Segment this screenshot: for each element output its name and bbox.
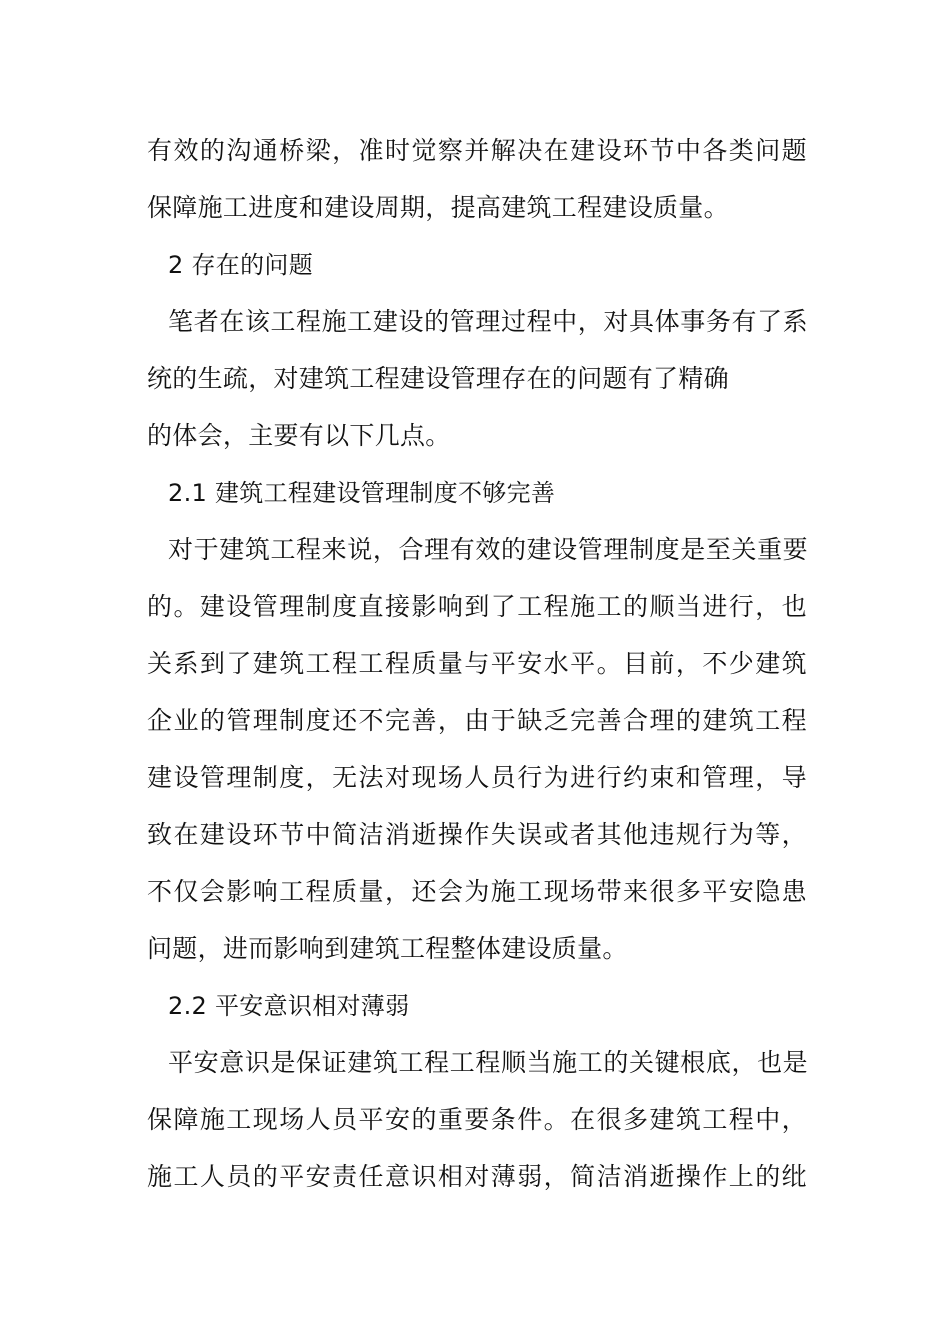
subsection-heading: 2.2 平安意识相对薄弱 (168, 992, 410, 1020)
body-text-line: 的体会，主要有以下几点。 (147, 421, 451, 450)
body-text-line: 致在建设环节中简洁消逝操作失误或者其他违规行为等， (147, 820, 807, 849)
body-text-line: 笔者在该工程施工建设的管理过程中，对具体事务有了系 (168, 307, 808, 336)
body-text-line: 统的生疏，对建筑工程建设管理存在的问题有了精确 (147, 364, 729, 393)
body-text-line: 不仅会影响工程质量，还会为施工现场带来很多平安隐患 (147, 877, 807, 906)
body-text-line: 平安意识是保证建筑工程工程顺当施工的关键根底，也是 (168, 1048, 808, 1077)
body-text-line: 的。建设管理制度直接影响到了工程施工的顺当进行，也 (147, 592, 807, 621)
body-text-line: 有效的沟通桥梁，准时觉察并解决在建设环节中各类问题 (147, 136, 807, 165)
body-text-line: 对于建筑工程来说，合理有效的建设管理制度是至关重要 (168, 535, 808, 564)
subsection-heading: 2.1 建筑工程建设管理制度不够完善 (168, 479, 556, 507)
body-text-line: 建设管理制度，无法对现场人员行为进行约束和管理，导 (147, 763, 807, 792)
section-heading: 2 存在的问题 (168, 251, 313, 279)
body-text-line: 关系到了建筑工程工程质量与平安水平。目前，不少建筑 (147, 649, 807, 678)
body-text-line: 企业的管理制度还不完善，由于缺乏完善合理的建筑工程 (147, 706, 807, 735)
body-text-line: 保障施工现场人员平安的重要条件。在很多建筑工程中， (147, 1105, 807, 1134)
body-text-line: 问题，进而影响到建筑工程整体建设质量。 (147, 934, 628, 963)
body-text-line: 施工人员的平安责任意识相对薄弱，简洁消逝操作上的纰 (147, 1162, 807, 1191)
body-text-line: 保障施工进度和建设周期，提高建筑工程建设质量。 (147, 193, 729, 222)
